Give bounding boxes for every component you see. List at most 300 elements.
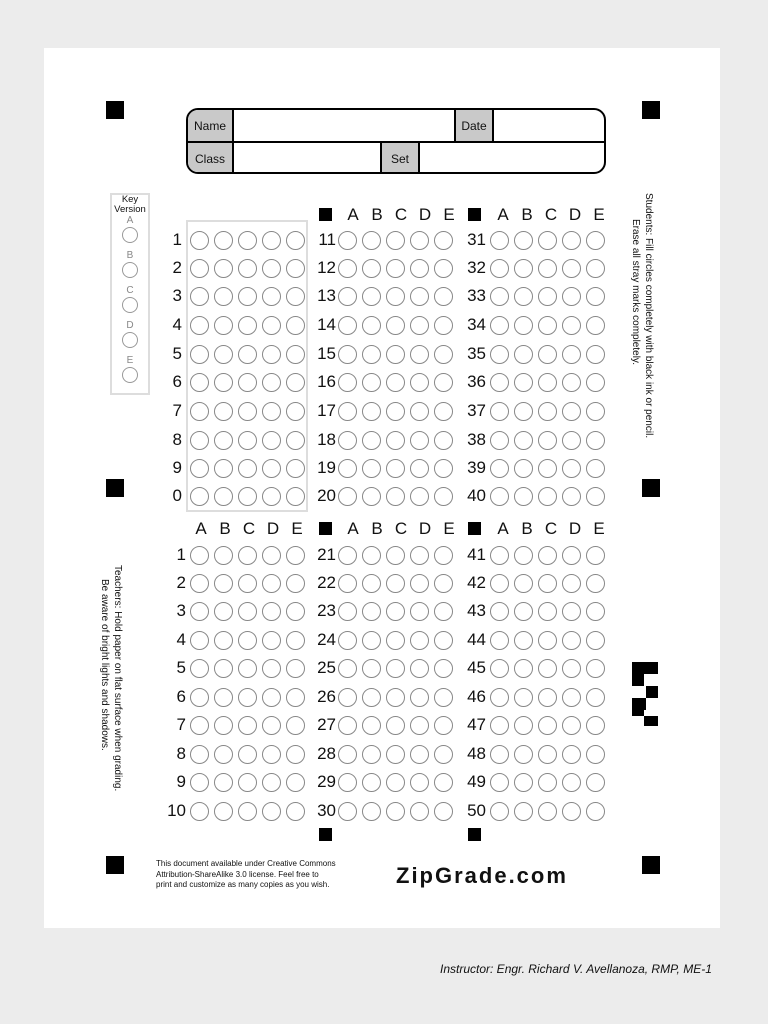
question-bubble-c[interactable] — [238, 745, 257, 764]
question-bubble-c[interactable] — [386, 431, 405, 450]
question-bubble-e[interactable] — [434, 659, 453, 678]
question-bubble-d[interactable] — [562, 631, 581, 650]
question-bubble-d[interactable] — [562, 459, 581, 478]
question-bubble-e[interactable] — [586, 574, 605, 593]
question-bubble-c[interactable] — [538, 716, 557, 735]
question-bubble-e[interactable] — [434, 345, 453, 364]
question-bubble-c[interactable] — [386, 287, 405, 306]
question-number: 21 — [317, 545, 336, 564]
question-bubble-a[interactable] — [490, 716, 509, 735]
question-bubble-a[interactable] — [490, 659, 509, 678]
question-bubble-b[interactable] — [514, 431, 533, 450]
question-bubble-c[interactable] — [386, 659, 405, 678]
question-bubble-a[interactable] — [338, 316, 357, 335]
question-bubble-c[interactable] — [538, 373, 557, 392]
question-bubble-a[interactable] — [338, 802, 357, 821]
question-bubble-a[interactable] — [338, 745, 357, 764]
question-bubble-d[interactable] — [562, 773, 581, 792]
question-bubble-c[interactable] — [538, 773, 557, 792]
question-bubble-a[interactable] — [190, 574, 209, 593]
question-bubble-c[interactable] — [538, 431, 557, 450]
fiducial-marker-top-left — [106, 101, 124, 119]
question-bubble-c[interactable] — [386, 745, 405, 764]
question-bubble-c[interactable] — [538, 316, 557, 335]
question-bubble-c[interactable] — [538, 231, 557, 250]
question-bubble-d[interactable] — [410, 287, 429, 306]
question-bubble-b[interactable] — [514, 287, 533, 306]
question-bubble-c[interactable] — [538, 487, 557, 506]
question-bubble-c[interactable] — [538, 574, 557, 593]
question-bubble-b[interactable] — [514, 745, 533, 764]
key-version-box — [110, 193, 150, 395]
question-bubble-a[interactable] — [338, 716, 357, 735]
version-digit-bubble-b[interactable] — [214, 431, 233, 450]
question-bubble-d[interactable] — [562, 231, 581, 250]
question-bubble-e[interactable] — [586, 773, 605, 792]
question-bubble-d[interactable] — [410, 459, 429, 478]
question-bubble-e[interactable] — [434, 631, 453, 650]
version-digit-bubble-d[interactable] — [262, 431, 281, 450]
question-bubble-d[interactable] — [410, 316, 429, 335]
question-bubble-c[interactable] — [538, 546, 557, 565]
question-bubble-c[interactable] — [386, 688, 405, 707]
question-bubble-a[interactable] — [190, 546, 209, 565]
fiducial-marker-bottom-right — [642, 856, 660, 874]
question-bubble-a[interactable] — [338, 546, 357, 565]
version-digit-bubble-a[interactable] — [190, 373, 209, 392]
version-digit-bubble-d[interactable] — [262, 402, 281, 421]
question-bubble-e[interactable] — [434, 546, 453, 565]
question-bubble-a[interactable] — [490, 688, 509, 707]
question-bubble-c[interactable] — [538, 259, 557, 278]
question-bubble-a[interactable] — [490, 745, 509, 764]
version-digit-bubble-d[interactable] — [262, 259, 281, 278]
question-bubble-d[interactable] — [262, 745, 281, 764]
question-bubble-e[interactable] — [434, 802, 453, 821]
question-bubble-b[interactable] — [362, 431, 381, 450]
question-bubble-e[interactable] — [586, 231, 605, 250]
question-bubble-c[interactable] — [538, 287, 557, 306]
question-bubble-d[interactable] — [562, 316, 581, 335]
question-bubble-a[interactable] — [338, 431, 357, 450]
version-digit-bubble-c[interactable] — [238, 259, 257, 278]
question-bubble-a[interactable] — [190, 716, 209, 735]
question-bubble-d[interactable] — [410, 802, 429, 821]
question-bubble-d[interactable] — [262, 802, 281, 821]
question-bubble-e[interactable] — [586, 602, 605, 621]
question-bubble-e[interactable] — [586, 431, 605, 450]
question-bubble-e[interactable] — [586, 802, 605, 821]
key-version-bubble-b[interactable] — [122, 262, 138, 278]
question-bubble-b[interactable] — [362, 688, 381, 707]
version-digit-bubble-b[interactable] — [214, 316, 233, 335]
question-bubble-b[interactable] — [362, 773, 381, 792]
question-bubble-b[interactable] — [514, 373, 533, 392]
question-bubble-a[interactable] — [490, 259, 509, 278]
question-bubble-c[interactable] — [538, 402, 557, 421]
key-version-letter-d: D — [126, 320, 134, 331]
question-bubble-b[interactable] — [514, 574, 533, 593]
question-bubble-e[interactable] — [586, 259, 605, 278]
question-bubble-e[interactable] — [434, 688, 453, 707]
question-bubble-a[interactable] — [490, 487, 509, 506]
question-bubble-e[interactable] — [586, 631, 605, 650]
question-bubble-c[interactable] — [238, 716, 257, 735]
version-digit-bubble-c[interactable] — [238, 402, 257, 421]
question-bubble-e[interactable] — [586, 659, 605, 678]
question-bubble-a[interactable] — [490, 345, 509, 364]
question-bubble-b[interactable] — [362, 659, 381, 678]
question-bubble-b[interactable] — [362, 259, 381, 278]
question-bubble-a[interactable] — [190, 602, 209, 621]
question-bubble-a[interactable] — [338, 345, 357, 364]
question-bubble-e[interactable] — [586, 745, 605, 764]
key-version-bubble-c[interactable] — [122, 297, 138, 313]
question-bubble-a[interactable] — [490, 431, 509, 450]
question-bubble-e[interactable] — [434, 773, 453, 792]
question-bubble-a[interactable] — [190, 773, 209, 792]
version-digit-bubble-b[interactable] — [214, 259, 233, 278]
question-bubble-d[interactable] — [562, 345, 581, 364]
version-digit-bubble-c[interactable] — [238, 431, 257, 450]
question-bubble-d[interactable] — [410, 345, 429, 364]
version-digit-bubble-b[interactable] — [214, 487, 233, 506]
question-bubble-d[interactable] — [562, 546, 581, 565]
question-bubble-d[interactable] — [410, 546, 429, 565]
question-bubble-e[interactable] — [586, 316, 605, 335]
question-bubble-b[interactable] — [214, 546, 233, 565]
question-bubble-b[interactable] — [214, 688, 233, 707]
question-bubble-d[interactable] — [410, 745, 429, 764]
question-bubble-c[interactable] — [538, 459, 557, 478]
version-digit-bubble-b[interactable] — [214, 373, 233, 392]
question-bubble-c[interactable] — [386, 259, 405, 278]
question-bubble-b[interactable] — [514, 802, 533, 821]
version-digit-bubble-b[interactable] — [214, 287, 233, 306]
question-bubble-b[interactable] — [214, 574, 233, 593]
question-bubble-b[interactable] — [362, 316, 381, 335]
question-bubble-a[interactable] — [338, 231, 357, 250]
question-bubble-a[interactable] — [490, 402, 509, 421]
question-bubble-b[interactable] — [514, 546, 533, 565]
question-bubble-a[interactable] — [338, 402, 357, 421]
question-bubble-b[interactable] — [362, 373, 381, 392]
date-field[interactable] — [494, 110, 604, 141]
set-field[interactable] — [420, 143, 604, 174]
question-bubble-c[interactable] — [386, 402, 405, 421]
question-bubble-b[interactable] — [514, 231, 533, 250]
question-bubble-c[interactable] — [538, 345, 557, 364]
question-bubble-a[interactable] — [338, 259, 357, 278]
set-label: Set — [382, 143, 420, 174]
key-version-bubble-d[interactable] — [122, 332, 138, 348]
header-row-name-date — [188, 110, 604, 143]
question-bubble-e[interactable] — [586, 287, 605, 306]
version-digit-bubble-a[interactable] — [190, 231, 209, 250]
question-bubble-d[interactable] — [410, 259, 429, 278]
question-bubble-b[interactable] — [514, 402, 533, 421]
question-bubble-c[interactable] — [386, 231, 405, 250]
version-digit-bubble-d[interactable] — [262, 316, 281, 335]
question-bubble-d[interactable] — [410, 431, 429, 450]
question-bubble-d[interactable] — [410, 659, 429, 678]
version-digit-bubble-d[interactable] — [262, 487, 281, 506]
question-bubble-b[interactable] — [362, 287, 381, 306]
question-bubble-d[interactable] — [562, 487, 581, 506]
question-bubble-e[interactable] — [434, 259, 453, 278]
question-bubble-d[interactable] — [410, 373, 429, 392]
question-bubble-b[interactable] — [362, 631, 381, 650]
question-bubble-e[interactable] — [586, 402, 605, 421]
question-bubble-c[interactable] — [238, 602, 257, 621]
question-bubble-d[interactable] — [410, 602, 429, 621]
question-bubble-a[interactable] — [490, 602, 509, 621]
question-bubble-d[interactable] — [410, 773, 429, 792]
version-digit-bubble-c[interactable] — [238, 459, 257, 478]
question-bubble-b[interactable] — [214, 745, 233, 764]
question-bubble-b[interactable] — [362, 602, 381, 621]
question-bubble-a[interactable] — [338, 373, 357, 392]
class-field[interactable] — [234, 143, 382, 174]
question-bubble-a[interactable] — [490, 802, 509, 821]
question-bubble-a[interactable] — [190, 802, 209, 821]
question-bubble-b[interactable] — [214, 631, 233, 650]
question-bubble-d[interactable] — [410, 574, 429, 593]
question-bubble-c[interactable] — [538, 631, 557, 650]
question-bubble-a[interactable] — [490, 231, 509, 250]
question-bubble-b[interactable] — [514, 688, 533, 707]
question-bubble-a[interactable] — [190, 688, 209, 707]
version-digit-bubble-d[interactable] — [262, 345, 281, 364]
version-digit-bubble-d[interactable] — [262, 459, 281, 478]
version-digit-bubble-c[interactable] — [238, 316, 257, 335]
question-bubble-b[interactable] — [362, 574, 381, 593]
version-digit-bubble-a[interactable] — [190, 345, 209, 364]
question-bubble-a[interactable] — [490, 459, 509, 478]
question-bubble-a[interactable] — [490, 373, 509, 392]
version-digit-bubble-a[interactable] — [190, 259, 209, 278]
question-bubble-a[interactable] — [490, 287, 509, 306]
question-bubble-d[interactable] — [562, 659, 581, 678]
question-bubble-d[interactable] — [410, 402, 429, 421]
question-bubble-e[interactable] — [434, 745, 453, 764]
question-bubble-c[interactable] — [386, 574, 405, 593]
question-bubble-e[interactable] — [586, 459, 605, 478]
question-bubble-c[interactable] — [538, 688, 557, 707]
question-bubble-d[interactable] — [562, 802, 581, 821]
question-bubble-b[interactable] — [514, 459, 533, 478]
fiducial-marker-mid-right — [642, 479, 660, 497]
question-bubble-e[interactable] — [434, 316, 453, 335]
question-bubble-e[interactable] — [434, 459, 453, 478]
question-bubble-c[interactable] — [386, 716, 405, 735]
question-bubble-c[interactable] — [386, 373, 405, 392]
question-bubble-b[interactable] — [514, 659, 533, 678]
question-bubble-d[interactable] — [562, 402, 581, 421]
key-version-bubble-e[interactable] — [122, 367, 138, 383]
question-bubble-b[interactable] — [362, 487, 381, 506]
question-bubble-e[interactable] — [434, 373, 453, 392]
question-bubble-b[interactable] — [362, 345, 381, 364]
question-bubble-c[interactable] — [238, 546, 257, 565]
col3-bottom-header-b: B — [521, 519, 533, 538]
question-bubble-a[interactable] — [338, 688, 357, 707]
question-bubble-a[interactable] — [490, 773, 509, 792]
question-bubble-a[interactable] — [190, 631, 209, 650]
question-bubble-b[interactable] — [214, 773, 233, 792]
version-digit-bubble-c[interactable] — [238, 287, 257, 306]
question-bubble-a[interactable] — [338, 631, 357, 650]
question-bubble-c[interactable] — [238, 802, 257, 821]
question-bubble-d[interactable] — [410, 231, 429, 250]
question-bubble-c[interactable] — [238, 631, 257, 650]
question-bubble-a[interactable] — [338, 459, 357, 478]
question-bubble-e[interactable] — [434, 287, 453, 306]
question-bubble-c[interactable] — [238, 659, 257, 678]
question-bubble-d[interactable] — [562, 716, 581, 735]
question-bubble-c[interactable] — [538, 802, 557, 821]
question-bubble-c[interactable] — [538, 602, 557, 621]
question-bubble-c[interactable] — [386, 345, 405, 364]
version-digit-bubble-a[interactable] — [190, 487, 209, 506]
question-bubble-e[interactable] — [434, 431, 453, 450]
version-digit-bubble-b[interactable] — [214, 345, 233, 364]
question-bubble-c[interactable] — [386, 546, 405, 565]
question-bubble-b[interactable] — [514, 716, 533, 735]
question-bubble-a[interactable] — [490, 546, 509, 565]
question-bubble-d[interactable] — [262, 659, 281, 678]
question-bubble-d[interactable] — [562, 259, 581, 278]
question-bubble-d[interactable] — [410, 487, 429, 506]
question-bubble-a[interactable] — [190, 745, 209, 764]
version-digit-bubble-d[interactable] — [262, 287, 281, 306]
question-bubble-b[interactable] — [514, 487, 533, 506]
question-bubble-d[interactable] — [410, 631, 429, 650]
question-bubble-c[interactable] — [386, 631, 405, 650]
question-bubble-b[interactable] — [362, 716, 381, 735]
question-bubble-e[interactable] — [434, 402, 453, 421]
question-bubble-b[interactable] — [214, 802, 233, 821]
question-bubble-c[interactable] — [238, 688, 257, 707]
question-bubble-b[interactable] — [362, 402, 381, 421]
question-bubble-a[interactable] — [190, 659, 209, 678]
question-bubble-c[interactable] — [386, 459, 405, 478]
question-bubble-b[interactable] — [514, 259, 533, 278]
question-bubble-d[interactable] — [562, 745, 581, 764]
question-bubble-a[interactable] — [490, 574, 509, 593]
question-bubble-c[interactable] — [238, 574, 257, 593]
question-bubble-c[interactable] — [386, 773, 405, 792]
version-digit-bubble-a[interactable] — [190, 459, 209, 478]
question-bubble-d[interactable] — [262, 716, 281, 735]
question-bubble-d[interactable] — [562, 287, 581, 306]
question-bubble-b[interactable] — [362, 745, 381, 764]
question-bubble-b[interactable] — [362, 231, 381, 250]
question-bubble-d[interactable] — [262, 602, 281, 621]
question-bubble-d[interactable] — [262, 546, 281, 565]
question-bubble-b[interactable] — [362, 459, 381, 478]
version-digit-bubble-a[interactable] — [190, 287, 209, 306]
version-digit-bubble-a[interactable] — [190, 402, 209, 421]
version-digit-bubble-a[interactable] — [190, 316, 209, 335]
question-bubble-e[interactable] — [586, 546, 605, 565]
question-bubble-b[interactable] — [362, 546, 381, 565]
question-bubble-a[interactable] — [338, 602, 357, 621]
question-bubble-e[interactable] — [586, 716, 605, 735]
question-bubble-c[interactable] — [538, 745, 557, 764]
question-bubble-d[interactable] — [262, 688, 281, 707]
version-digit-bubble-d[interactable] — [262, 231, 281, 250]
question-bubble-b[interactable] — [514, 631, 533, 650]
question-bubble-b[interactable] — [362, 802, 381, 821]
question-bubble-d[interactable] — [262, 574, 281, 593]
version-digit-bubble-b[interactable] — [214, 231, 233, 250]
question-bubble-d[interactable] — [562, 602, 581, 621]
question-bubble-a[interactable] — [338, 487, 357, 506]
question-bubble-b[interactable] — [214, 659, 233, 678]
version-digit-bubble-a[interactable] — [190, 431, 209, 450]
question-bubble-d[interactable] — [262, 773, 281, 792]
question-bubble-d[interactable] — [562, 688, 581, 707]
question-number: 10 — [167, 801, 186, 820]
question-bubble-c[interactable] — [386, 602, 405, 621]
question-bubble-d[interactable] — [562, 574, 581, 593]
question-bubble-c[interactable] — [386, 487, 405, 506]
question-bubble-a[interactable] — [490, 316, 509, 335]
question-bubble-c[interactable] — [538, 659, 557, 678]
version-digit-bubble-d[interactable] — [262, 373, 281, 392]
question-bubble-e[interactable] — [586, 688, 605, 707]
version-digit-bubble-b[interactable] — [214, 459, 233, 478]
question-bubble-b[interactable] — [514, 316, 533, 335]
question-bubble-c[interactable] — [238, 773, 257, 792]
question-bubble-a[interactable] — [338, 574, 357, 593]
question-bubble-e[interactable] — [586, 345, 605, 364]
question-bubble-d[interactable] — [410, 716, 429, 735]
question-bubble-c[interactable] — [386, 802, 405, 821]
question-bubble-a[interactable] — [338, 659, 357, 678]
question-bubble-b[interactable] — [514, 773, 533, 792]
question-bubble-b[interactable] — [514, 345, 533, 364]
version-digit-bubble-b[interactable] — [214, 402, 233, 421]
question-bubble-a[interactable] — [490, 631, 509, 650]
question-bubble-e[interactable] — [434, 574, 453, 593]
question-bubble-e[interactable] — [434, 716, 453, 735]
version-digit-bubble-c[interactable] — [238, 345, 257, 364]
version-digit-bubble-c[interactable] — [238, 373, 257, 392]
question-bubble-d[interactable] — [562, 431, 581, 450]
question-bubble-d[interactable] — [562, 373, 581, 392]
question-bubble-a[interactable] — [338, 287, 357, 306]
col3-top-header-d: D — [568, 205, 582, 224]
name-field[interactable] — [234, 110, 456, 141]
question-bubble-e[interactable] — [434, 231, 453, 250]
question-bubble-b[interactable] — [214, 602, 233, 621]
question-bubble-c[interactable] — [386, 316, 405, 335]
version-digit-bubble-c[interactable] — [238, 487, 257, 506]
question-bubble-e[interactable] — [586, 373, 605, 392]
question-bubble-b[interactable] — [514, 602, 533, 621]
question-bubble-e[interactable] — [434, 487, 453, 506]
version-digit-bubble-c[interactable] — [238, 231, 257, 250]
question-bubble-e[interactable] — [434, 602, 453, 621]
question-bubble-d[interactable] — [410, 688, 429, 707]
question-bubble-d[interactable] — [262, 631, 281, 650]
question-bubble-a[interactable] — [338, 773, 357, 792]
question-bubble-e[interactable] — [586, 487, 605, 506]
key-version-bubble-a[interactable] — [122, 227, 138, 243]
question-bubble-b[interactable] — [214, 716, 233, 735]
